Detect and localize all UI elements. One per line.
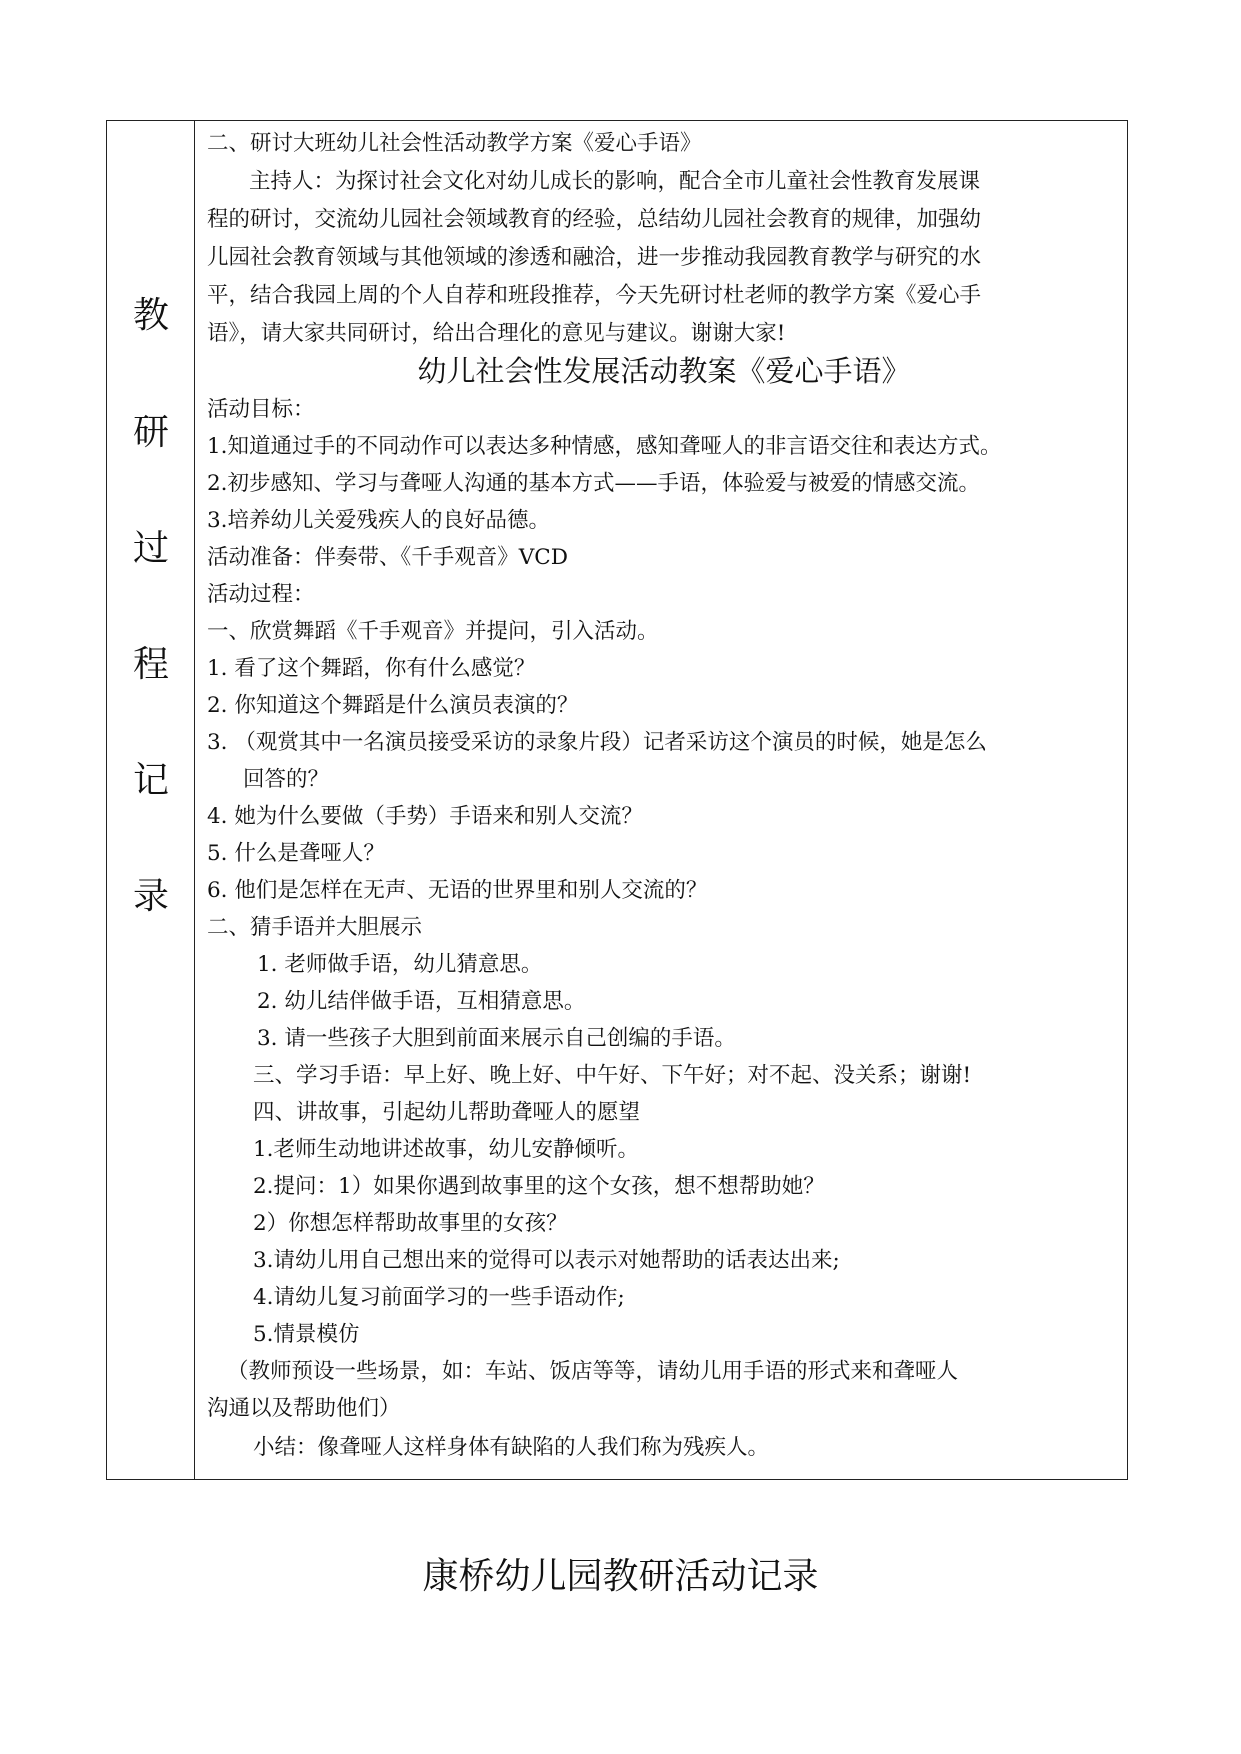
scenario-note-line: （教师预设一些场景，如：车站、饭店等等，请幼儿用手语的形式来和聋哑人 — [227, 1359, 959, 1384]
side-char: 教 — [132, 295, 169, 336]
record-table — [106, 120, 1128, 1480]
footer-title: 康桥幼儿园教研活动记录 — [422, 1556, 819, 1597]
side-char: 过 — [132, 528, 169, 569]
part4-item: 3.请幼儿用自己想出来的觉得可以表示对她帮助的话表达出来; — [253, 1248, 840, 1273]
part4-item: 5.情景模仿 — [253, 1322, 360, 1347]
part2-item: 3. 请一些孩子大胆到前面来展示自己创编的手语。 — [257, 1026, 736, 1051]
part1-item: 5. 什么是聋哑人？ — [207, 841, 385, 866]
part4-item: 4.请幼儿复习前面学习的一些手语动作; — [253, 1285, 625, 1310]
goal-item: 1.知道通过手的不同动作可以表达多种情感，感知聋哑人的非言语交往和表达方式。 — [207, 434, 1002, 459]
section-heading: 二、研讨大班幼儿社会性活动教学方案《爱心手语》 — [207, 131, 702, 156]
part1-item-continuation: 回答的？ — [243, 767, 330, 792]
side-char: 录 — [132, 876, 169, 917]
part1-title: 一、欣赏舞蹈《千手观音》并提问，引入活动。 — [207, 619, 659, 644]
side-char: 研 — [132, 412, 169, 453]
plan-title: 幼儿社会性发展活动教案《爱心手语》 — [417, 354, 911, 388]
goals-label: 活动目标： — [207, 397, 315, 422]
part1-item: 4. 她为什么要做（手势）手语来和别人交流？ — [207, 804, 643, 829]
goal-item: 3.培养幼儿关爱残疾人的良好品德。 — [207, 508, 551, 533]
part2-title: 二、猜手语并大胆展示 — [207, 915, 423, 940]
part3-title: 三、学习手语：早上好、晚上好、中午好、下午好；对不起、没关系；谢谢! — [253, 1063, 972, 1088]
side-label-column — [107, 121, 195, 1479]
host-paragraph-line: 语》，请大家共同研讨，给出合理化的意见与建议。谢谢大家! — [207, 321, 786, 346]
part1-item: 1. 看了这个舞蹈，你有什么感觉？ — [207, 656, 536, 681]
side-char: 程 — [132, 644, 169, 685]
host-paragraph-line: 平，结合我园上周的个人自荐和班段推荐，今天先研讨杜老师的教学方案《爱心手 — [207, 283, 982, 308]
part2-item: 2. 幼儿结伴做手语，互相猜意思。 — [257, 989, 586, 1014]
part1-item: 2. 你知道这个舞蹈是什么演员表演的？ — [207, 693, 579, 718]
host-paragraph-line: 程的研讨，交流幼儿园社会领域教育的经验，总结幼儿园社会教育的规律，加强幼 — [207, 207, 982, 232]
summary: 小结：像聋哑人这样身体有缺陷的人我们称为残疾人。 — [253, 1435, 770, 1460]
part4-title: 四、讲故事，引起幼儿帮助聋哑人的愿望 — [253, 1100, 641, 1125]
part4-item: 2.提问：1）如果你遇到故事里的这个女孩，想不想帮助她？ — [253, 1174, 825, 1199]
scenario-note-line: 沟通以及帮助他们） — [207, 1396, 401, 1421]
part2-item: 1. 老师做手语，幼儿猜意思。 — [257, 952, 543, 977]
side-char: 记 — [132, 760, 169, 801]
preparation: 活动准备：伴奏带、《千手观音》VCD — [207, 545, 568, 570]
host-paragraph-line: 主持人：为探讨社会文化对幼儿成长的影响，配合全市儿童社会性教育发展课 — [249, 169, 981, 194]
part4-item: 2）你想怎样帮助故事里的女孩？ — [253, 1211, 568, 1236]
host-paragraph-line: 儿园社会教育领域与其他领域的渗透和融洽，进一步推动我园教育教学与研究的水 — [207, 245, 982, 270]
part4-item: 1.老师生动地讲述故事，幼儿安静倾听。 — [253, 1137, 640, 1162]
process-label: 活动过程： — [207, 582, 315, 607]
goal-item: 2.初步感知、学习与聋哑人沟通的基本方式——手语，体验爱与被爱的情感交流。 — [207, 471, 981, 496]
part1-item: 3. （观赏其中一名演员接受采访的录象片段）记者采访这个演员的时候，她是怎么 — [207, 730, 987, 755]
part1-item: 6. 他们是怎样在无声、无语的世界里和别人交流的？ — [207, 878, 708, 903]
